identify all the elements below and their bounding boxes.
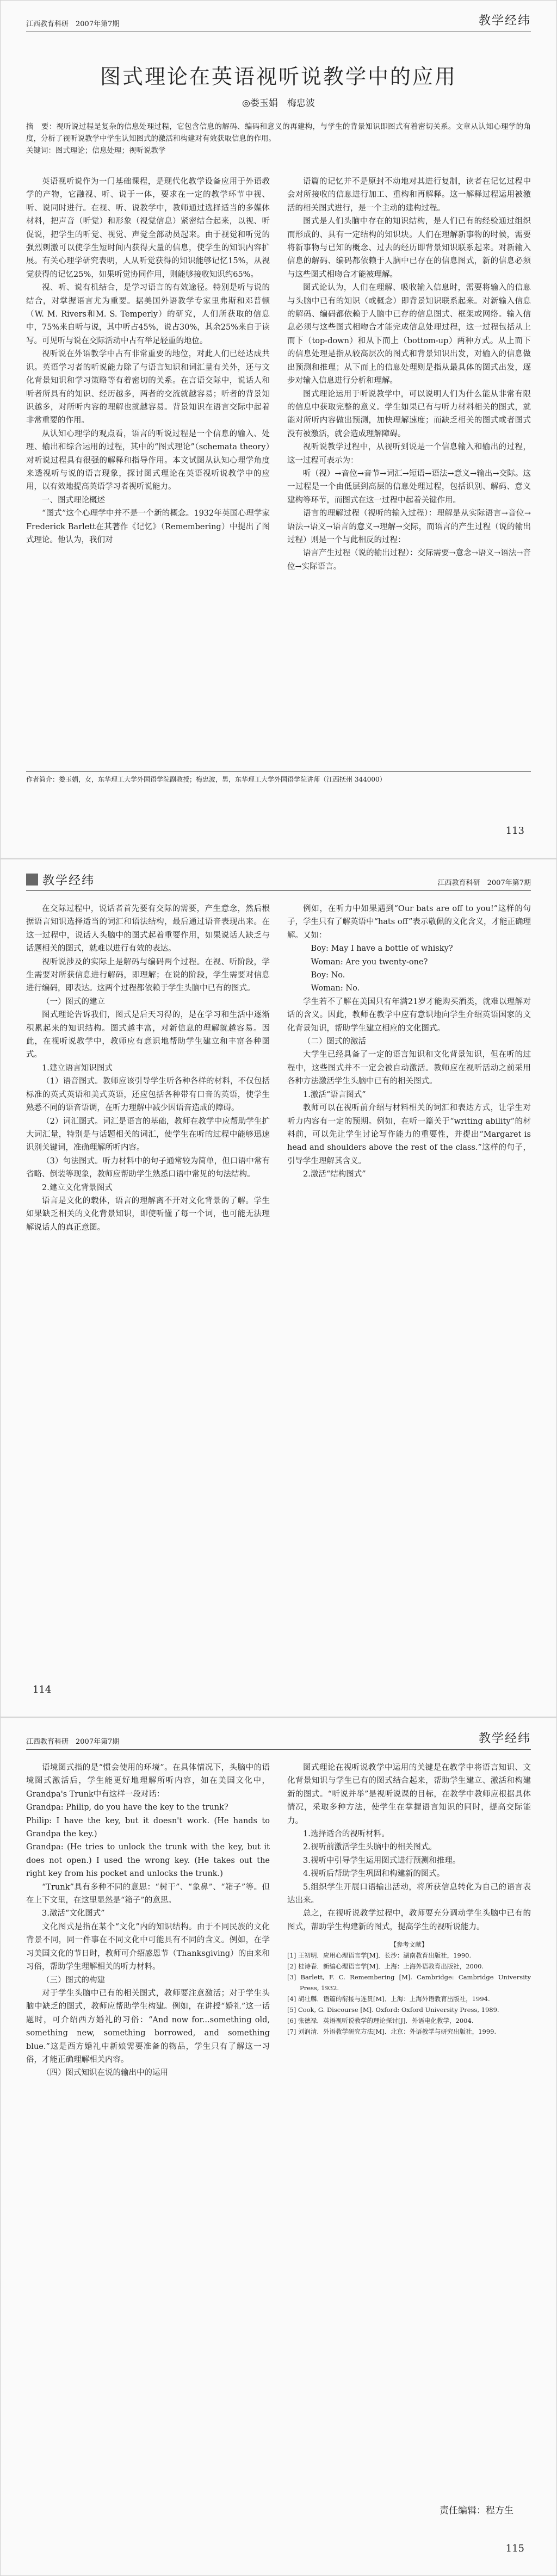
references-title: 【参考文献】 <box>390 1941 428 1949</box>
section-heading: （二）图式的激活 <box>303 1037 366 1046</box>
column-right <box>287 1761 531 2037</box>
reference-item: [5] Cook, G. Discourse [M]. Oxford: Oxford University Press, 1989. <box>287 2006 499 2014</box>
list-item: 1.选择适合的视听材料。 <box>303 1830 389 1839</box>
page-115 <box>0 1718 557 2576</box>
responsible-editor: 责任编辑：程方生 <box>440 2505 513 2516</box>
paragraph: 语言的理解过程（视听的输入过程）：理解是从实际语言→音位→语法→语义→语言的意义→理解→交际，而语言的产生过程（说的输出过程）则是一个与此相反的过程： <box>287 509 531 544</box>
paragraph: 听（视）→音位→音节→词汇→短语→语法→意义→输出→交际。这一过程是一个由低层到高层的信息处理过程，包括识别、解码、意义建构等环节，而图式在这一过程中起着关键作用。 <box>287 469 531 505</box>
column-left <box>26 175 270 547</box>
paragraph: 英语视听说作为一门基础课程，是现代化教学设备应用于外语教学的产物，它融视、听、说于一体，要求在一定的教学环节中视、听、说同时进行。在视、听、说教学中，教师通过选择适当的多媒体材料，把声音（听觉）和形象（视觉信息）紧密结合起来，以视、听促说，把学生的听觉、视觉、声觉全部动员起来。由于视觉和听觉的强烈刺激可以使学生短时间内获得大量的信息，使学生的知识内容扩展。有关心理学研究表明，人从听觉获得的知识能够记忆15%，从视觉获得的记忆25%，如果听觉协同作用，则能够接收知识约65%。 <box>26 177 270 279</box>
paragraph: “图式”这个心理学中并不是一个新的概念。1932年英国心理学家Frederick Barlett在其著作《记忆》（Remembering）中提出了图式理论。他认为，我们对 <box>26 509 270 544</box>
paragraph: 总之，在视听说教学过程中，教师要充分调动学生头脑中已有的图式，帮助学生构建新的图式，提高学生的视听说能力。 <box>287 1909 531 1931</box>
paragraph: 图式论认为，人们在理解、吸收输入信息时，需要将输入的信息与头脑中已有的知识（或概念）即背景知识联系起来。对新输入信息的解码、编码都依赖于人脑中已存的信息图式、框架或网络。输入信息必须与这些图式相吻合才能完成信息处理过程，这一过程包括从上而下（top-down）和从下而上（bottom-up）两种方式。从上而下的信息处理是指从较高层次的图式和背景知识出发，对输入的信息做出预测和推理；从下而上的信息处理则是指从最具体的图式出发，逐步对输入信息进行分析和理解。 <box>287 283 531 386</box>
paragraph: 视听说涉及的实际上是解码与编码两个过程。在视、听阶段，学生需要对所获信息进行解码，即理解；在说的阶段，学生需要对信息进行编码，即表达。这两个过程都依赖于学生头脑中已有的图式。 <box>26 957 270 993</box>
author-footnote: 作者简介：娄玉娟，女，东华理工大学外国语学院副教授；梅忠波，男，东华理工大学外国语学院讲师（江西抚州 344000） <box>26 771 531 785</box>
paragraph: （1）语音图式。教师应该引导学生听各种各样的材料，不仅包括标准的英式英语和美式英语，还应包括各种带有口音的英语，使学生熟悉不同的语音语调，在听力理解中减少因语音造成的障碍。 <box>26 1077 270 1113</box>
paragraph: 例如，在听力中如果遇到“Our bats are off to you!”这样的句子，学生只有了解英语中“hats off”表示敬佩的文化含义，才能正确理解。又如： <box>287 905 531 940</box>
example-line: Woman: No. <box>311 984 360 993</box>
paragraph: 图式理论告诉我们，图式是后天习得的，是在学习和生活中逐渐积累起来的知识结构。图式越丰富，对新信息的理解就越容易。因此，在视听说教学中，教师应有意识地帮助学生建立和丰富各种图式。 <box>26 1011 270 1060</box>
paragraph: 大学生已经具备了一定的语言知识和文化背景知识，但在听的过程中，这些图式并不一定会被自动激活。教师应在视听活动之前采用各种方法激活学生头脑中已有的相关图式。 <box>287 1050 531 1086</box>
paragraph: 视、听、说有机结合，是学习语言的有效途径。特别是听与说的结合，对掌握语言尤为重要。据美国外语教学专家里弗斯和邓普顿（W. M. Rivers和M. S. Temperly）的研究，人们所获取的信息中，75%来自听与说，其中听占45%，说占30%，其余25%来自于读写。可见听与说在交际活动中占有举足轻重的地位。 <box>26 283 270 345</box>
paragraph: 视听说在外语教学中占有非常重要的地位，对此人们已经达成共识。英语学习者的听说能力除了与语言知识和词汇量有关外，还与文化背景知识和学习策略等有着密切的关系。在言语交际中，说话人和听者所具有的知识、经历越多，两者的交流就越容易；听者的背景知识越多，对所听内容的理解也就越容易。背景知识在语言交际中起着非常重要的作用。 <box>26 350 270 425</box>
paragraph: 语言是文化的载体，语言的理解离不开对文化背景的了解。学生如果缺乏相关的文化背景知识，即使听懂了每一个词，也可能无法理解说话人的真正意图。 <box>26 1196 270 1232</box>
reference-item: [4] 胡壮麟．语篇的衔接与连贯[M]．上海：上海外语教育出版社，1994. <box>287 1995 490 2003</box>
section-title: 教学经纬 <box>478 14 531 28</box>
example-line: Grandpa: (He tries to unlock the trunk with the key, but it does not open.) I used the wrong key. (He takes out the right key from his pocket and unlocks the trunk.) <box>26 1843 270 1879</box>
page-number: 113 <box>505 825 524 837</box>
abstract-text: 摘 要：视听说过程是复杂的信息处理过程，它包含信息的解码、编码和意义的再建构，与学生的背景知识即图式有着密切关系。文章从认知心理学的角度，分析了视听说教学中学生认知图式的激活和构建对有效获取信息的作用。 <box>26 122 531 143</box>
section-heading: 一、图式理论概述 <box>42 496 105 505</box>
reference-item: [3] Barlett, F. C. Remembering [M]. Cambridge: Cambridge University Press, 1932. <box>287 1973 531 1992</box>
paragraph: 在交际过程中，说话者首先要有交际的需要，产生意念，然后根据语言知识选择适当的词汇和语法结构，最后通过语音表现出来。在这一过程中，说话人头脑中的图式起着重要作用，如果说话人缺乏与话题相关的图式，就难以进行有效的表达。 <box>26 905 270 953</box>
page-header <box>26 1727 531 1750</box>
column-left <box>26 902 270 1234</box>
subsection-heading: 2.建立文化背景图式 <box>42 1183 113 1192</box>
example-line: Grandpa: Philip, do you have the key to the trunk? <box>26 1803 228 1812</box>
example-line: Boy: No. <box>311 971 345 980</box>
section-heading: （三）图式的构建 <box>42 1976 105 1985</box>
page-114 <box>0 859 557 1717</box>
reference-item: [7] 刘润清．外语教学研究方法[M]．北京：外语教学与研究出版社，1999. <box>287 2028 497 2036</box>
journal-info: 江西教育科研 2007年第7期 <box>26 1738 120 1746</box>
example-line: Philip: I have the key, but it doesn't work. (He hands to Grandpa the key.) <box>26 1816 270 1839</box>
subsection-heading: 1.激活“语言图式” <box>303 1090 366 1099</box>
paragraph: 语境图式指的是“惯会使用的环境”。在具体情况下，头脑中的语境图式激活后，学生能更好地理解所听内容，如在美国文化中，Grandpa's Trunk中有这样一段对话： <box>26 1763 270 1799</box>
keywords-text: 关键词：图式理论；信息处理；视听说教学 <box>26 146 166 155</box>
paragraph: 语篇的记忆并不是原封不动地对其进行复制，读者在记忆过程中会对所接收的信息进行加工、重构和再解释。这一解释过程运用被激活的相关图式进行，是一个主动的建构过程。 <box>287 177 531 213</box>
list-item: 4.视听后帮助学生巩固和构建新的图式。 <box>303 1869 445 1879</box>
paragraph: 图式是人们头脑中存在的知识结构，是人们已有的经验通过组织而形成的、具有一定结构的知识块。人们在理解新事物的时候，需要将新事物与已知的概念、过去的经历即背景知识联系起来。对新输入信息的解码、编码都依赖于人脑中已存在的信息图式，新的信息必须与这些图式相吻合才能被理解。 <box>287 217 531 279</box>
page-number: 115 <box>505 2543 524 2554</box>
page-number: 114 <box>33 1684 52 1695</box>
paragraph: 教师可以在视听前介绍与材料相关的词汇和表达方式，让学生对听力内容有一定的预期。例如，在听一篇关于“writing ability”的材料前，可以先让学生讨论写作能力的重要性，并提出“Margaret is head and shoulders above the rest of the class.”这样的句子，引导学生理解其含义。 <box>287 1104 531 1166</box>
example-line: Boy: May I have a bottle of whisky? <box>311 944 453 953</box>
article-title: 图式理论在英语视听说教学中的应用 <box>100 65 457 89</box>
paragraph: “Trunk”具有多种不同的意思：“树干”、“象鼻”、“箱子”等。但在上下文里，在这里显然是“箱子”的意思。 <box>26 1883 270 1905</box>
journal-info: 江西教育科研 2007年第7期 <box>26 20 120 28</box>
column-right <box>287 902 531 1181</box>
paragraph: 文化图式是指在某个“文化”内的知识结构。由于不同民族的文化背景不同，同一件事在不同文化中可能具有不同的含义。例如，在学习美国文化的节日时，教师可介绍感恩节（Thanksgiving）的由来和习俗，帮助学生理解相关的听力材料。 <box>26 1922 270 1972</box>
paragraph: 视听说教学过程中，从视听到说是一个信息输入和输出的过程，这一过程可表示为： <box>287 443 531 465</box>
paragraph: （3）句法图式。听力材料中的句子通常较为简单，但口语中常有省略、倒装等现象，教师应帮助学生熟悉口语中常见的句法结构。 <box>26 1156 270 1179</box>
journal-info: 江西教育科研 2007年第7期 <box>437 879 531 887</box>
article-authors: ◎娄玉娟 梅忠波 <box>242 98 315 109</box>
column-left <box>26 1761 270 2080</box>
section-heading: （四）图式知识在说的输出中的运用 <box>42 2069 168 2078</box>
list-item: 2.视听前激活学生头脑中的相关图式。 <box>303 1843 437 1852</box>
paragraph: （2）词汇图式。词汇是语言的基础，教师在教学中应帮助学生扩大词汇量，特别是与话题相关的词汇，使学生在听的过程中能够迅速识别关键词，准确理解所听内容。 <box>26 1117 270 1153</box>
reference-item: [1] 王初明．应用心理语言学[M]．长沙：湖南教育出版社，1990. <box>287 1952 472 1960</box>
paragraph: 图式理论运用于听说教学中，可以说明人们为什么能从非常有限的信息中获取完整的意义。学生如果已有与听力材料相关的图式，就能对所听内容做出预测，加快理解速度；而缺乏相关的图式或者图式没有被激活，就会造成理解障碍。 <box>287 389 531 438</box>
list-item: 3.视听中引导学生运用图式进行预测和推理。 <box>303 1856 461 1865</box>
reference-item: [2] 桂诗春．新编心理语言学[M]．上海：上海外语教育出版社，2000. <box>287 1962 484 1971</box>
references <box>287 1939 531 2037</box>
page-113 <box>0 0 557 858</box>
reference-item: [6] 张德禄．英语视听说教学的理论探讨[J]．外语电化教学，2004. <box>287 2017 474 2025</box>
abstract-block <box>26 121 531 157</box>
paragraph: 语言产生过程（说的输出过程）：交际需要→意念→语义→语法→音位→实际语言。 <box>287 549 531 571</box>
column-right <box>287 175 531 573</box>
page-header <box>26 10 531 32</box>
section-title: 教学经纬 <box>478 1732 531 1745</box>
section-heading: （一）图式的建立 <box>42 997 105 1006</box>
paragraph: 对于学生头脑中已有的相关图式，教师要注意激活；对于学生头脑中缺乏的图式，教师应帮助学生构建。例如，在讲授“婚礼”这一话题时，可介绍西方婚礼的习俗：“And now for...something old, something new, something borrowed, and something blue.”这是西方婚礼中新娘需要准备的物品，学生只有了解这一习俗，才能正确理解相关内容。 <box>26 1989 270 2064</box>
paragraph: 图式理论在视听说教学中运用的关键是在教学中将语言知识、文化背景知识与学生已有的图式结合起来，帮助学生建立、激活和构建新的图式。“听说并举”是视听说课的目标，在教学中教师应根据具体情况，采取多种方法，使学生在掌握语言知识的同时，提高交际能力。 <box>287 1763 531 1825</box>
section-title: 教学经纬 <box>26 871 95 888</box>
example-line: Woman: Are you twenty-one? <box>311 957 428 967</box>
subsection-heading: 2.激活“结构图式” <box>303 1170 366 1179</box>
list-item: 5.组织学生开展口语输出活动，将所获信息转化为自己的语言表达出来。 <box>287 1883 531 1905</box>
paragraph: 从认知心理学的观点看，语言的听说过程是一个信息的输入、处理、输出和综合运用的过程，其中的“图式理论”（schemata theory）对听说过程具有很强的解释和指导作用。本文试图从认知心理学角度来透视听与说的语言现象，探讨图式理论在英语视听说教学中的应用，以有效地提高英语学习者视听说能力。 <box>26 429 270 492</box>
paragraph: 学生若不了解在美国只有年满21岁才能购买酒类，就难以理解对话的含义。因此，教师在教学中应有意识地向学生介绍英语国家的文化背景知识，帮助学生建立相应的文化图式。 <box>287 997 531 1033</box>
subsection-heading: 3.激活“文化图式” <box>42 1909 105 1918</box>
subsection-heading: 1.建立语言知识图式 <box>42 1063 113 1073</box>
page-header <box>26 869 531 891</box>
